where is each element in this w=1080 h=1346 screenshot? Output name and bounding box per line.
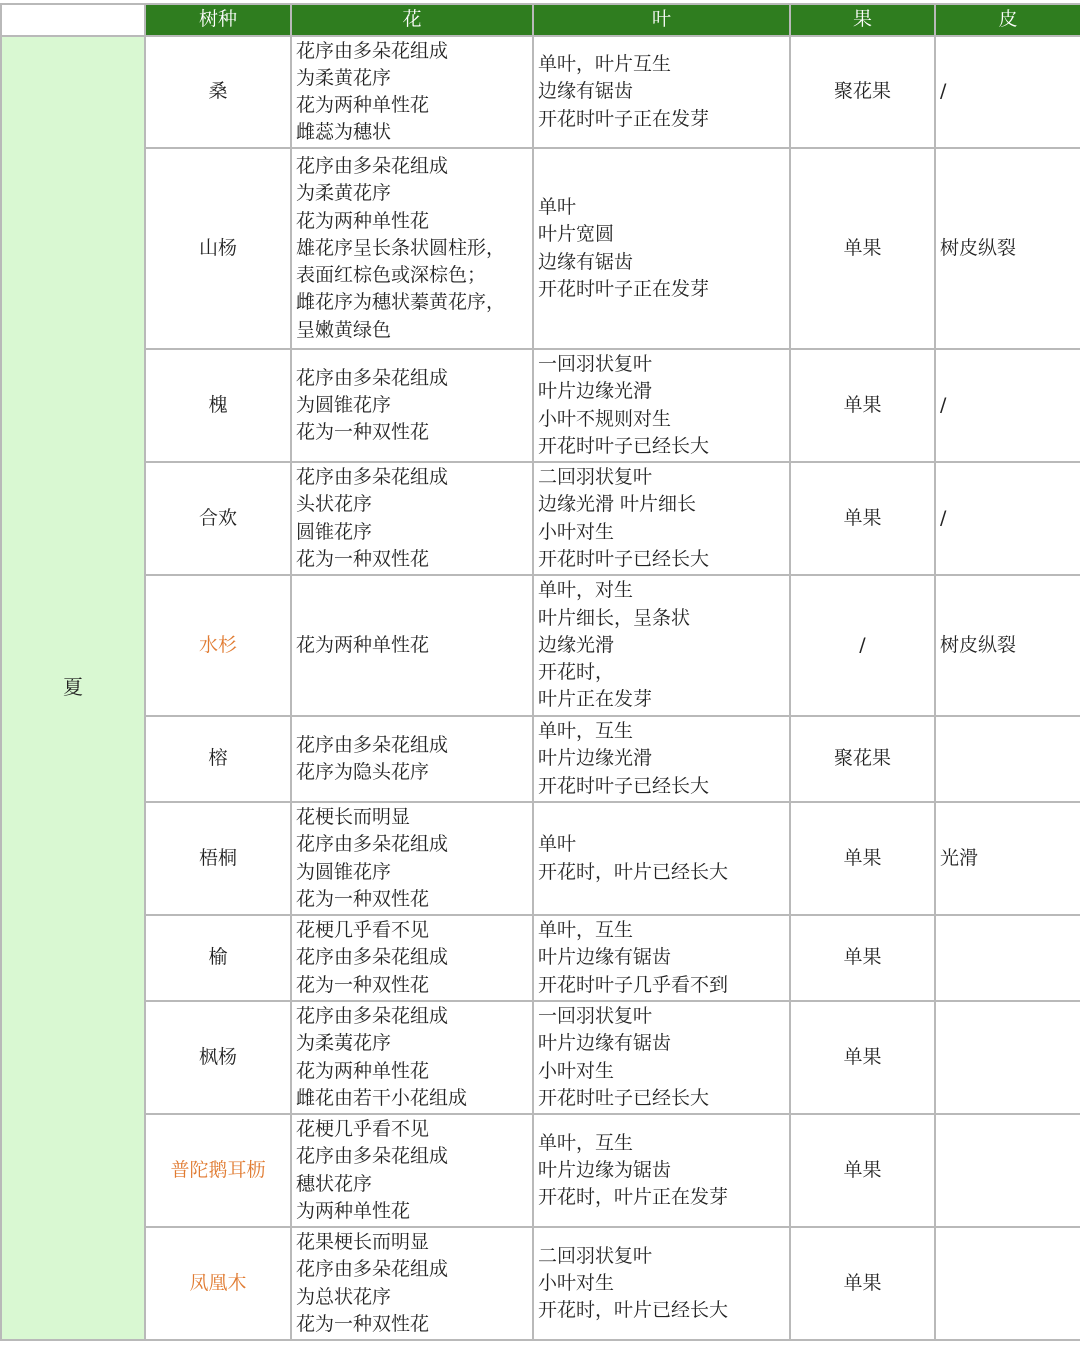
bark-cell [935,1227,1080,1340]
leaf-line: 边缘光滑 [538,633,615,656]
leaf-line: 叶片边缘有锯齿 [538,1032,672,1055]
table-row [1,1114,1080,1227]
flower-line: 花梗长而明显 [296,806,411,829]
table-row [1,915,1080,1001]
flower-line: 花序由多朵花组成 [296,1258,449,1281]
leaf-line: 单叶，互生 [538,1131,634,1154]
fruit-cell: 单果 [790,1227,935,1340]
flower-line: 呈嫩黄绿色 [296,318,392,341]
flower-cell [291,349,533,462]
leaf-line: 叶片边缘光滑 [538,747,653,770]
species-cell: 普陀鹅耳枥 [145,1114,291,1227]
table-row [1,1001,1080,1114]
table-row [1,575,1080,716]
flower-line: 花序由多朵花组成 [296,733,449,756]
leaf-line: 一回羽状复叶 [538,353,653,376]
leaf-cell [533,802,790,915]
header-flower: 花 [291,4,533,36]
leaf-line: 开花时， [538,661,615,684]
species-cell: 枫杨 [145,1001,291,1114]
fruit-cell: 聚花果 [790,36,935,148]
flower-line: 为总状花序 [296,1285,392,1308]
bark-cell: / [935,36,1080,148]
flower-line: 为圆锥花序 [296,860,392,883]
flower-line: 头状花序 [296,493,373,516]
bark-cell: / [935,462,1080,575]
bark-cell [935,716,1080,802]
bark-cell: 树皮纵裂 [935,148,1080,349]
header-blank [1,4,145,36]
flower-line: 穗状花序 [296,1172,373,1195]
leaf-line: 开花时叶子已经长大 [538,547,710,570]
table-row [1,462,1080,575]
flower-line: 花为一种双性花 [296,1312,430,1335]
table-header [1,4,1080,36]
flower-line: 花果梗长而明显 [296,1231,430,1254]
header-fruit: 果 [790,4,935,36]
flower-line: 花序由多朵花组成 [296,833,449,856]
fruit-cell: 单果 [790,349,935,462]
leaf-line: 单叶，互生 [538,919,634,942]
flower-line: 雌花由若干小花组成 [296,1086,468,1109]
flower-line: 为圆锥花序 [296,393,392,416]
leaf-line: 小叶对生 [538,520,615,543]
bark-cell: / [935,349,1080,462]
leaf-line: 开花时，叶片正在发芽 [538,1186,729,1209]
flower-line: 花序由多朵花组成 [296,155,449,178]
leaf-line: 一回羽状复叶 [538,1005,653,1028]
header-leaf: 叶 [533,4,790,36]
table-row [1,36,1080,148]
bark-cell [935,1001,1080,1114]
table-body [1,36,1080,1340]
leaf-line: 二回羽状复叶 [538,466,653,489]
flower-line: 表面红棕色或深棕色； [296,264,487,287]
species-cell: 槐 [145,349,291,462]
fruit-cell: 单果 [790,1001,935,1114]
flower-line: 花为两种单性花 [296,633,430,656]
flower-line: 花序由多朵花组成 [296,366,449,389]
leaf-line: 边缘光滑 叶片细长 [538,493,697,516]
leaf-cell [533,148,790,349]
bark-cell [935,915,1080,1001]
species-cell: 凤凰木 [145,1227,291,1340]
flower-cell [291,148,533,349]
flower-cell [291,1227,533,1340]
leaf-cell [533,462,790,575]
flower-line: 花序由多朵花组成 [296,1005,449,1028]
leaf-line: 单叶 [538,833,577,856]
flower-cell [291,1114,533,1227]
season-cell: 夏 [1,36,145,1340]
flower-line: 花为两种单性花 [296,94,430,116]
flower-line: 花为一种双性花 [296,887,430,910]
flower-line: 花为两种单性花 [296,1059,430,1082]
flower-line: 花梗几乎看不见 [296,1118,430,1141]
flower-line: 雌蕊为穗状 [296,121,392,144]
flower-line: 为两种单性花 [296,1199,411,1222]
flower-cell [291,716,533,802]
flower-line: 花序为隐头花序 [296,761,430,783]
species-cell: 水杉 [145,575,291,716]
species-cell: 合欢 [145,462,291,575]
table-row [1,802,1080,915]
fruit-cell: 单果 [790,148,935,349]
flower-line: 花序由多朵花组成 [296,946,449,969]
fruit-cell: 聚花果 [790,716,935,802]
flower-line: 为柔荑花序 [296,1032,392,1055]
bark-cell [935,1114,1080,1227]
table-row [1,1227,1080,1340]
species-cell: 山杨 [145,148,291,349]
tree-comparison-table [0,3,1080,1341]
fruit-cell: 单果 [790,1114,935,1227]
flower-line: 花为两种单性花 [296,209,430,232]
species-cell: 梧桐 [145,802,291,915]
leaf-cell [533,349,790,462]
leaf-line: 二回羽状复叶 [538,1244,653,1267]
leaf-line: 叶片边缘为锯齿 [538,1158,672,1181]
species-cell: 桑 [145,36,291,148]
flower-line: 为柔黄花序 [296,182,392,205]
leaf-line: 开花时叶子几乎看不到 [538,973,729,996]
leaf-line: 单叶，对生 [538,579,634,602]
leaf-cell [533,1114,790,1227]
species-cell: 榆 [145,915,291,1001]
leaf-line: 小叶对生 [538,1271,615,1294]
leaf-line: 叶片边缘光滑 [538,380,653,403]
species-cell: 榕 [145,716,291,802]
flower-cell [291,1001,533,1114]
leaf-line: 叶片正在发芽 [538,688,653,711]
flower-line: 花序由多朵花组成 [296,1145,449,1168]
bark-cell: 树皮纵裂 [935,575,1080,716]
leaf-line: 叶片边缘有锯齿 [538,946,672,969]
flower-cell [291,802,533,915]
leaf-cell [533,575,790,716]
table-row [1,349,1080,462]
header-bark: 皮 [935,4,1080,36]
fruit-cell: 单果 [790,802,935,915]
flower-line: 花为一种双性花 [296,973,430,996]
header-species: 树种 [145,4,291,36]
leaf-line: 开花时叶子已经长大 [538,774,710,797]
leaf-line: 单叶，叶片互生 [538,53,672,76]
flower-cell [291,462,533,575]
flower-line: 雄花序呈长条状圆柱形， [296,236,506,259]
leaf-line: 小叶对生 [538,1059,615,1082]
leaf-line: 单叶 [538,196,577,219]
flower-line: 花为一种双性花 [296,547,430,570]
bark-cell: 光滑 [935,802,1080,915]
flower-line: 雌花序为穗状蓁黄花序， [296,291,506,314]
leaf-line: 开花时叶子正在发芽 [538,107,710,130]
leaf-line: 单叶，互生 [538,720,634,743]
leaf-line: 叶片细长，呈条状 [538,606,691,629]
header-row [1,4,1080,36]
leaf-cell [533,1001,790,1114]
fruit-cell: / [790,575,935,716]
leaf-line: 边缘有锯齿 [538,80,634,103]
table-row [1,716,1080,802]
flower-line: 花序由多朵花组成 [296,39,449,62]
leaf-line: 开花时，叶片已经长大 [538,1299,729,1322]
leaf-line: 叶片宽圆 [538,223,615,246]
leaf-line: 开花时，叶片已经长大 [538,860,729,883]
leaf-line: 开花时叶子正在发芽 [538,277,710,300]
flower-cell [291,915,533,1001]
leaf-cell [533,716,790,802]
fruit-cell: 单果 [790,915,935,1001]
flower-line: 圆锥花序 [296,520,373,543]
flower-line: 花序由多朵花组成 [296,466,449,489]
flower-line: 为柔黄花序 [296,66,392,89]
flower-line: 花为一种双性花 [296,421,430,444]
flower-cell [291,36,533,148]
leaf-line: 边缘有锯齿 [538,250,634,273]
table-row [1,148,1080,349]
leaf-line: 开花时吐子已经长大 [538,1086,710,1109]
flower-cell [291,575,533,716]
leaf-cell [533,915,790,1001]
flower-line: 花梗几乎看不见 [296,919,430,942]
leaf-line: 开花时叶子已经长大 [538,434,710,457]
fruit-cell: 单果 [790,462,935,575]
leaf-cell [533,1227,790,1340]
leaf-line: 小叶不规则对生 [538,407,672,430]
leaf-cell [533,36,790,148]
